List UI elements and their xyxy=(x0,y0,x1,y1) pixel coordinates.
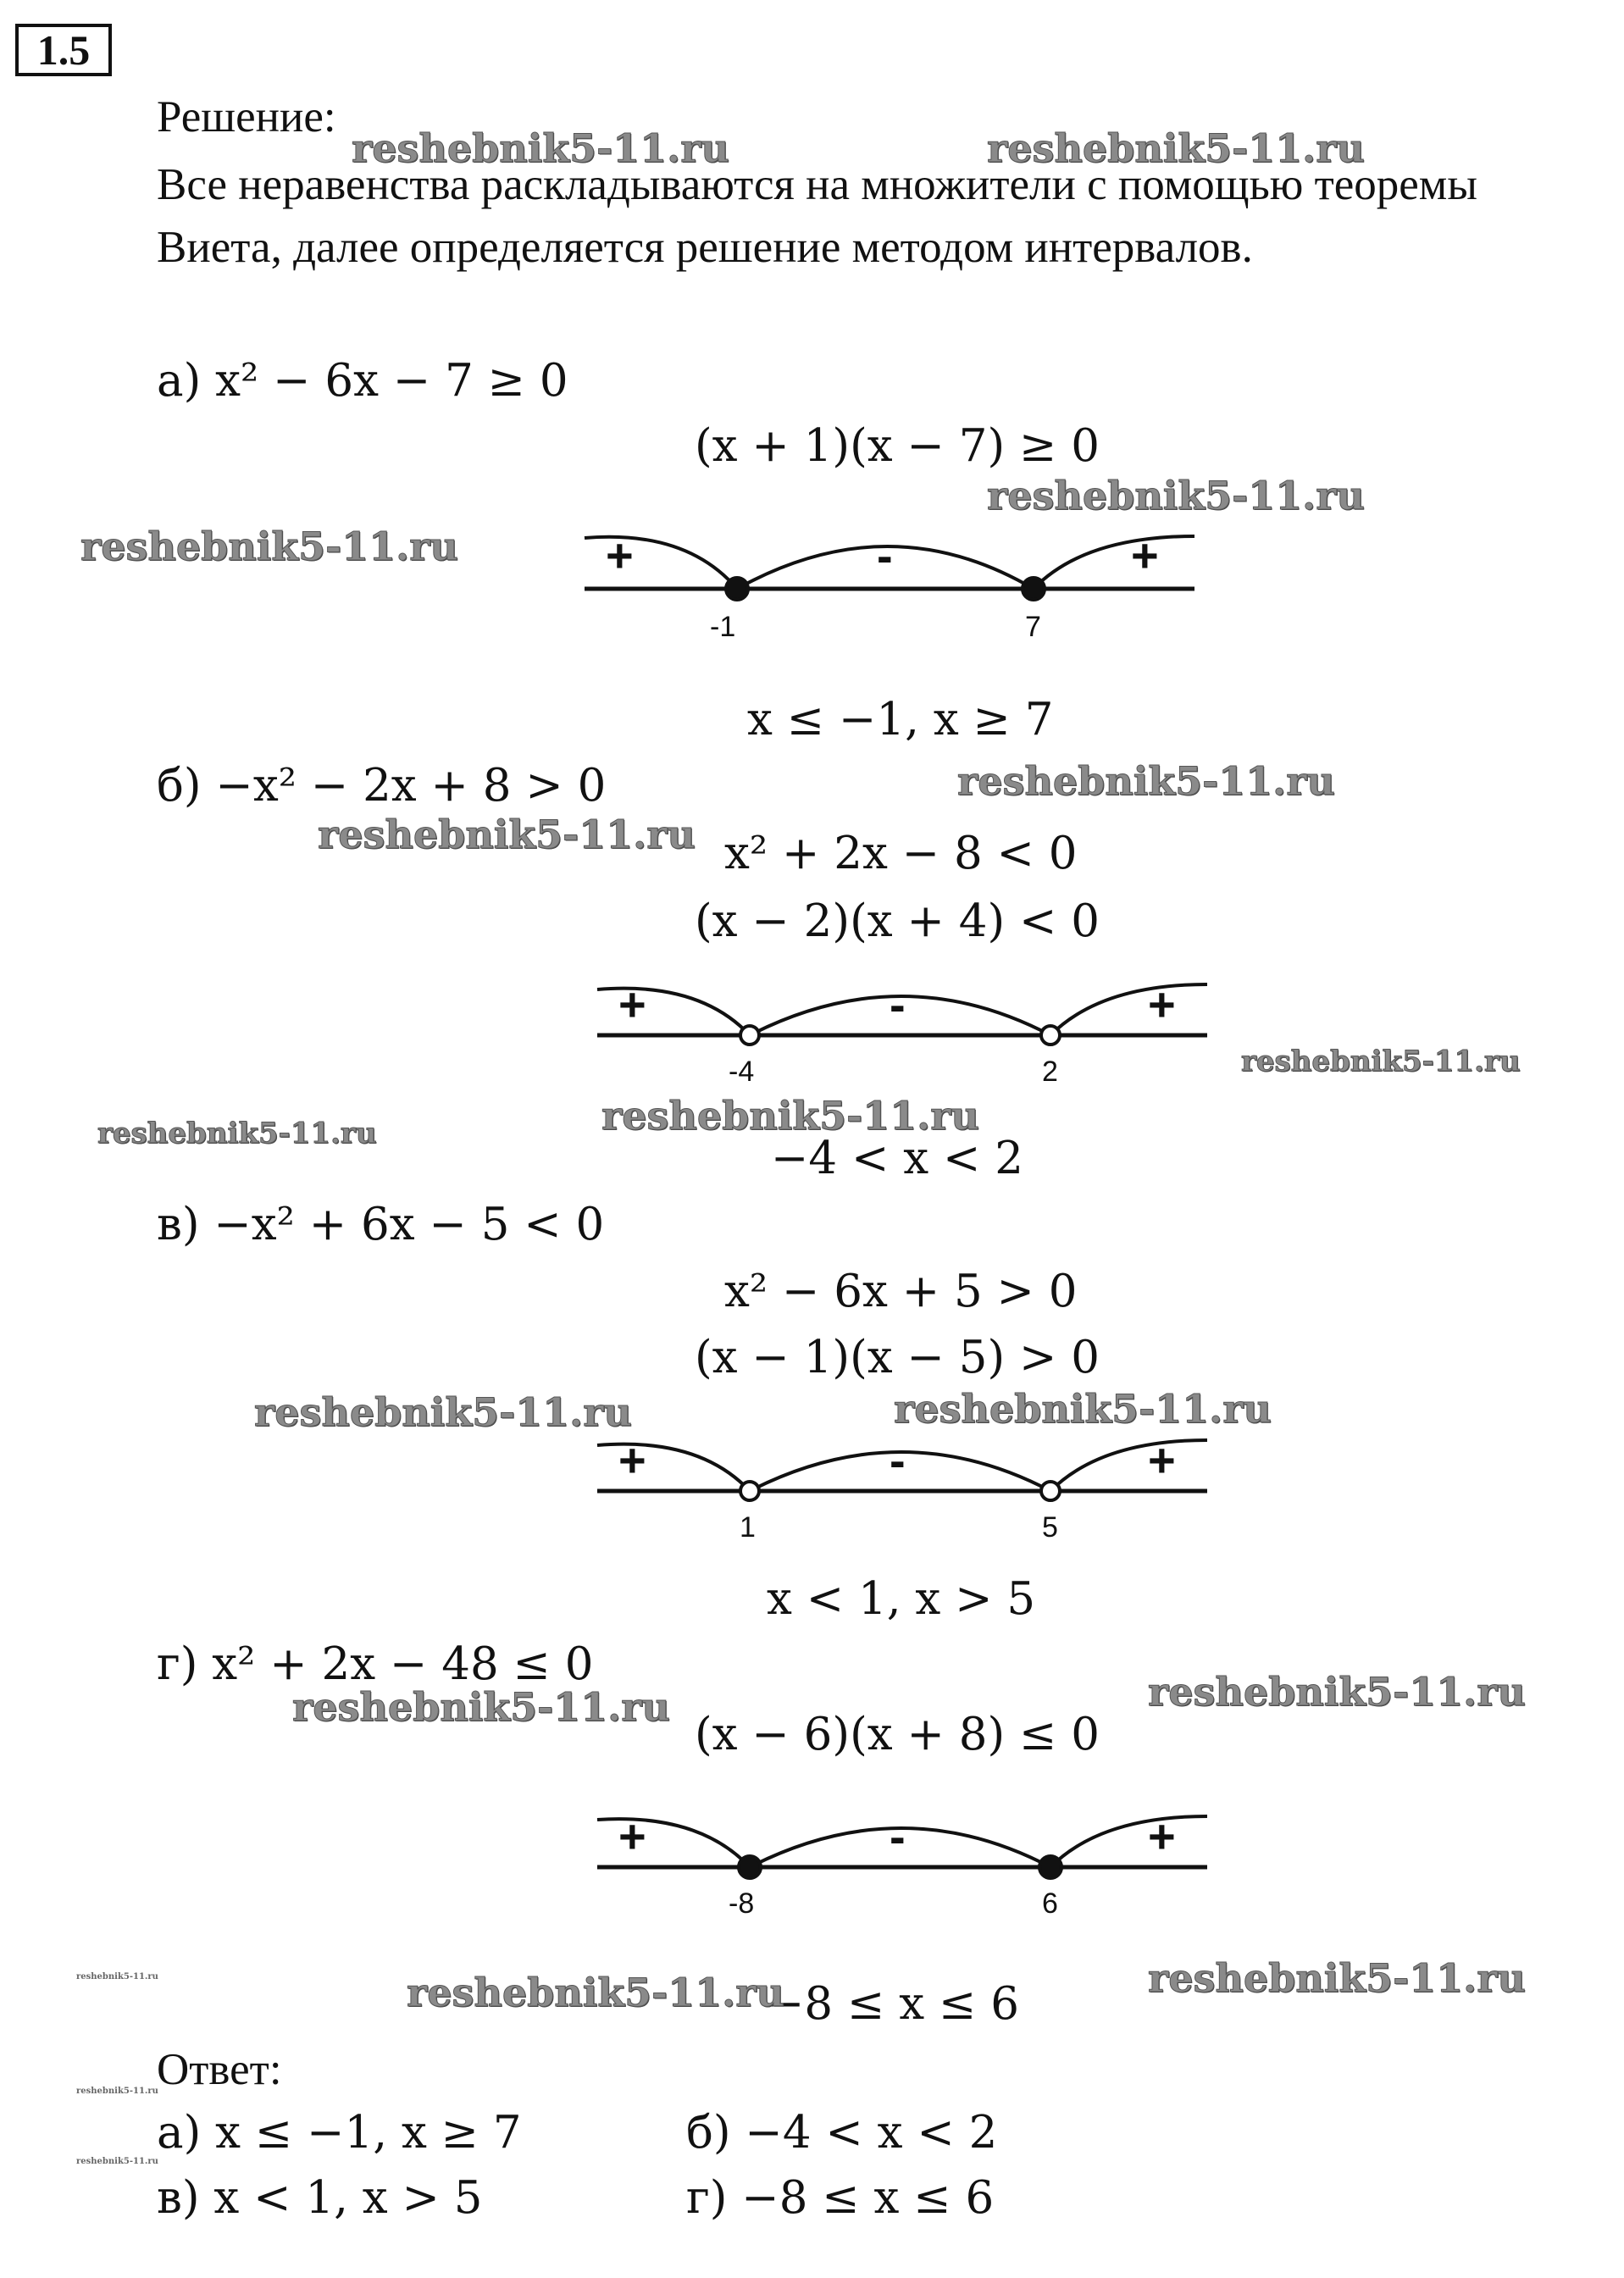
problem-number: 1.5 xyxy=(15,24,112,76)
sign-left: + xyxy=(618,978,646,1031)
sign-left: + xyxy=(618,1810,646,1863)
part-a-label: а) x² − 6x − 7 ≥ 0 xyxy=(157,355,568,407)
solution-heading: Решение: xyxy=(157,92,336,141)
tick-right: 5 xyxy=(1042,1511,1058,1544)
watermark: reshebnik5-11.ru xyxy=(80,524,458,569)
point-right xyxy=(1041,1026,1060,1045)
sign-middle: - xyxy=(890,978,906,1031)
tick-left: 1 xyxy=(740,1511,756,1544)
answer-b: б) −4 < x < 2 xyxy=(686,2107,998,2159)
watermark: reshebnik5-11.ru xyxy=(254,1389,632,1435)
watermark: reshebnik5-11.ru xyxy=(318,812,696,857)
sign-left: + xyxy=(606,529,634,582)
watermark: reshebnik5-11.ru xyxy=(292,1684,670,1730)
intro-line-1: Все неравенства раскладываются на множители с помощью теоремы xyxy=(157,160,1477,209)
number-line-a xyxy=(585,521,1203,648)
intro-line-2: Виета, далее определяется решение методом интервалов. xyxy=(157,223,1253,272)
answer-v: в) x < 1, x > 5 xyxy=(157,2172,483,2224)
watermark: reshebnik5-11.ru xyxy=(97,1117,377,1150)
part-a-result: x ≤ −1, x ≥ 7 xyxy=(747,694,1054,745)
part-b-result: −4 < x < 2 xyxy=(771,1133,1023,1184)
sign-middle: - xyxy=(890,1810,906,1863)
watermark: reshebnik5-11.ru xyxy=(987,125,1365,171)
part-a-step-1: (x + 1)(x − 7) ≥ 0 xyxy=(695,420,1100,472)
watermark: reshebnik5-11.ru xyxy=(1148,1669,1526,1715)
part-g-result: −8 ≤ x ≤ 6 xyxy=(767,1978,1019,2030)
answer-heading: Ответ: xyxy=(157,2045,282,2094)
part-b-label: б) −x² − 2x + 8 > 0 xyxy=(157,760,607,812)
watermark: reshebnik5-11.ru xyxy=(352,125,729,171)
part-v-label: в) −x² + 6x − 5 < 0 xyxy=(157,1199,605,1250)
number-line-g xyxy=(597,1806,1216,1933)
sign-arc-right xyxy=(1034,536,1194,589)
part-b-step-2: (x − 2)(x + 4) < 0 xyxy=(695,895,1100,947)
sign-left: + xyxy=(618,1433,646,1487)
answer-g: г) −8 ≤ x ≤ 6 xyxy=(686,2172,995,2224)
tick-left: -4 xyxy=(729,1056,755,1088)
point-right xyxy=(1041,1482,1060,1500)
tick-right: 2 xyxy=(1042,1056,1058,1088)
sign-arc-right xyxy=(1050,1440,1207,1491)
sign-middle: - xyxy=(877,529,893,582)
sign-arc-right xyxy=(1050,1816,1207,1867)
point-left xyxy=(740,1482,759,1500)
sign-arc-right xyxy=(1050,984,1207,1035)
number-line-v xyxy=(597,1430,1216,1557)
part-g-label: г) x² + 2x − 48 ≤ 0 xyxy=(157,1638,594,1690)
number-line-b xyxy=(597,974,1216,1101)
sign-right: + xyxy=(1148,1433,1176,1487)
tick-right: 6 xyxy=(1042,1887,1058,1920)
part-v-step-2: (x − 1)(x − 5) > 0 xyxy=(695,1332,1100,1383)
watermark: reshebnik5-11.ru xyxy=(1241,1045,1521,1078)
point-left xyxy=(739,1856,761,1878)
watermark: reshebnik5-11.ru xyxy=(76,1972,158,1981)
watermark: reshebnik5-11.ru xyxy=(76,2157,158,2166)
watermark: reshebnik5-11.ru xyxy=(76,2087,158,2096)
watermark: reshebnik5-11.ru xyxy=(957,758,1335,804)
sign-right: + xyxy=(1148,978,1176,1031)
watermark: reshebnik5-11.ru xyxy=(1148,1955,1526,2001)
answer-a: а) x ≤ −1, x ≥ 7 xyxy=(157,2107,522,2159)
watermark: reshebnik5-11.ru xyxy=(987,473,1365,518)
part-v-result: x < 1, x > 5 xyxy=(767,1573,1036,1625)
point-left xyxy=(740,1026,759,1045)
part-v-step-1: x² − 6x + 5 > 0 xyxy=(724,1266,1078,1317)
point-left xyxy=(726,578,748,600)
part-g-step-1: (x − 6)(x + 8) ≤ 0 xyxy=(695,1709,1100,1760)
sign-right: + xyxy=(1131,529,1159,582)
tick-right: 7 xyxy=(1025,611,1041,643)
watermark: reshebnik5-11.ru xyxy=(601,1093,979,1139)
sign-middle: - xyxy=(890,1433,906,1487)
point-right xyxy=(1039,1856,1061,1878)
tick-left: -8 xyxy=(729,1887,755,1920)
point-right xyxy=(1023,578,1045,600)
part-b-step-1: x² + 2x − 8 < 0 xyxy=(724,828,1078,879)
tick-left: -1 xyxy=(710,611,736,643)
watermark: reshebnik5-11.ru xyxy=(407,1970,784,2015)
sign-right: + xyxy=(1148,1810,1176,1863)
watermark: reshebnik5-11.ru xyxy=(894,1386,1272,1432)
